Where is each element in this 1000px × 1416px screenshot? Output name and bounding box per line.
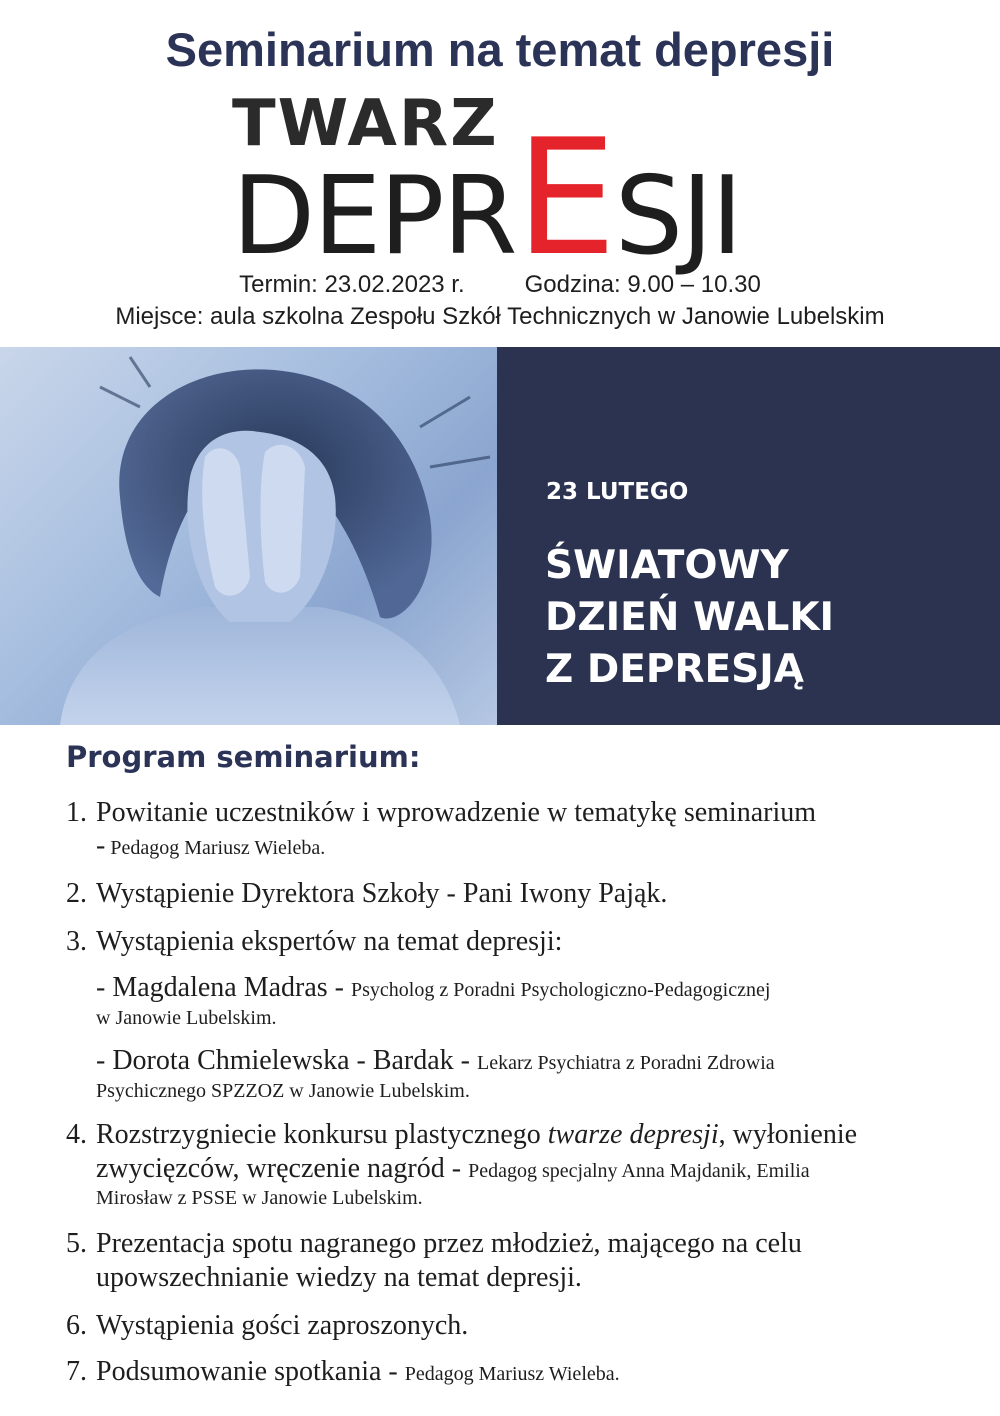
- item-text: Rozstrzygniecie konkursu plastycznego: [96, 1119, 548, 1150]
- info-panel: [497, 347, 1000, 725]
- item-number: 1.: [66, 797, 87, 828]
- location-text: Miejsce: aula szkolna Zespołu Szkół Technicznych w Janowie Lubelskim: [115, 303, 885, 330]
- item-dash: -: [96, 830, 106, 861]
- item-presenter-cont: Mirosław z PSSE w Janowie Lubelskim.: [96, 1187, 423, 1209]
- woman-covering-face-photo: [0, 347, 497, 725]
- logo-word-twarz: TWARZ: [232, 87, 499, 161]
- item-text-line2: zwycięzców, wręczenie nagród -: [96, 1153, 469, 1184]
- item-number: 4.: [66, 1119, 87, 1150]
- program-item-3: [66, 925, 956, 959]
- program-item-7: [66, 1355, 956, 1391]
- banner-headline-line: DZIEŃ WALKI: [545, 595, 835, 640]
- banner-headline: [545, 540, 834, 696]
- awareness-banner: [0, 347, 1000, 725]
- banner-headline-line: Z DEPRESJĄ: [545, 647, 804, 692]
- expert-role: Lekarz Psychiatra z Poradni Zdrowia: [477, 1052, 775, 1074]
- program-item-4: [66, 1118, 956, 1208]
- godzina-text: Godzina: 9.00 – 10.30: [524, 271, 761, 298]
- expert-name: - Magdalena Madras -: [96, 972, 352, 1003]
- item-number: 6.: [66, 1310, 87, 1341]
- item-text: Prezentacja spotu nagranego przez młodzież, mającego na celu: [96, 1228, 802, 1259]
- date-time-line: [0, 271, 1000, 299]
- logo-depr: DEPR: [232, 154, 516, 279]
- item-number: 5.: [66, 1228, 87, 1259]
- expert-role-cont: w Janowie Lubelskim.: [96, 1007, 277, 1029]
- expert-entry-chmielewska: [66, 1044, 956, 1102]
- item-text-italic: twarze depresji: [547, 1119, 719, 1150]
- item-number: 7.: [66, 1356, 87, 1387]
- banner-date: 23 LUTEGO: [546, 479, 689, 505]
- logo-red-e: E: [515, 104, 615, 291]
- item-text: Wystąpienia gości zaproszonych.: [96, 1310, 469, 1341]
- item-presenter: Pedagog specjalny Anna Majdanik, Emilia: [468, 1160, 810, 1182]
- program-item-5: [66, 1227, 956, 1295]
- termin-text: Termin: 23.02.2023 r.: [239, 271, 465, 298]
- item-number: 3.: [66, 926, 87, 957]
- item-text: , wyłonienie: [718, 1119, 858, 1150]
- item-text: Powitanie uczestników i wprowadzenie w tematykę seminarium: [96, 797, 817, 828]
- photo-illustration: [0, 347, 497, 725]
- page-title: Seminarium na temat depresji: [165, 23, 835, 76]
- program-item-6: [66, 1309, 956, 1343]
- banner-headline-line: ŚWIATOWY: [545, 543, 789, 588]
- expert-name: - Dorota Chmielewska - Bardak -: [96, 1045, 477, 1076]
- program-item-2: [66, 877, 956, 911]
- expert-role-cont: Psychicznego SPZZOZ w Janowie Lubelskim.: [96, 1080, 470, 1102]
- program-heading: Program seminarium:: [66, 740, 421, 774]
- item-text: Wystąpienia ekspertów na temat depresji:: [96, 926, 563, 957]
- logo-sji: SJI: [614, 154, 741, 279]
- item-text: Wystąpienie Dyrektora Szkoły - Pani Iwony Pająk.: [96, 878, 668, 909]
- item-text: Podsumowanie spotkania -: [96, 1356, 405, 1387]
- item-presenter: Pedagog Mariusz Wieleba.: [404, 1363, 620, 1385]
- program-item-1: [66, 796, 956, 862]
- item-number: 2.: [66, 878, 87, 909]
- item-text-line2: upowszechnianie wiedzy na temat depresji.: [96, 1262, 582, 1293]
- expert-entry-madras: [66, 971, 956, 1029]
- item-presenter: Pedagog Mariusz Wieleba.: [105, 837, 326, 859]
- expert-role: Psycholog z Poradni Psychologiczno-Pedagogicznej: [351, 979, 771, 1001]
